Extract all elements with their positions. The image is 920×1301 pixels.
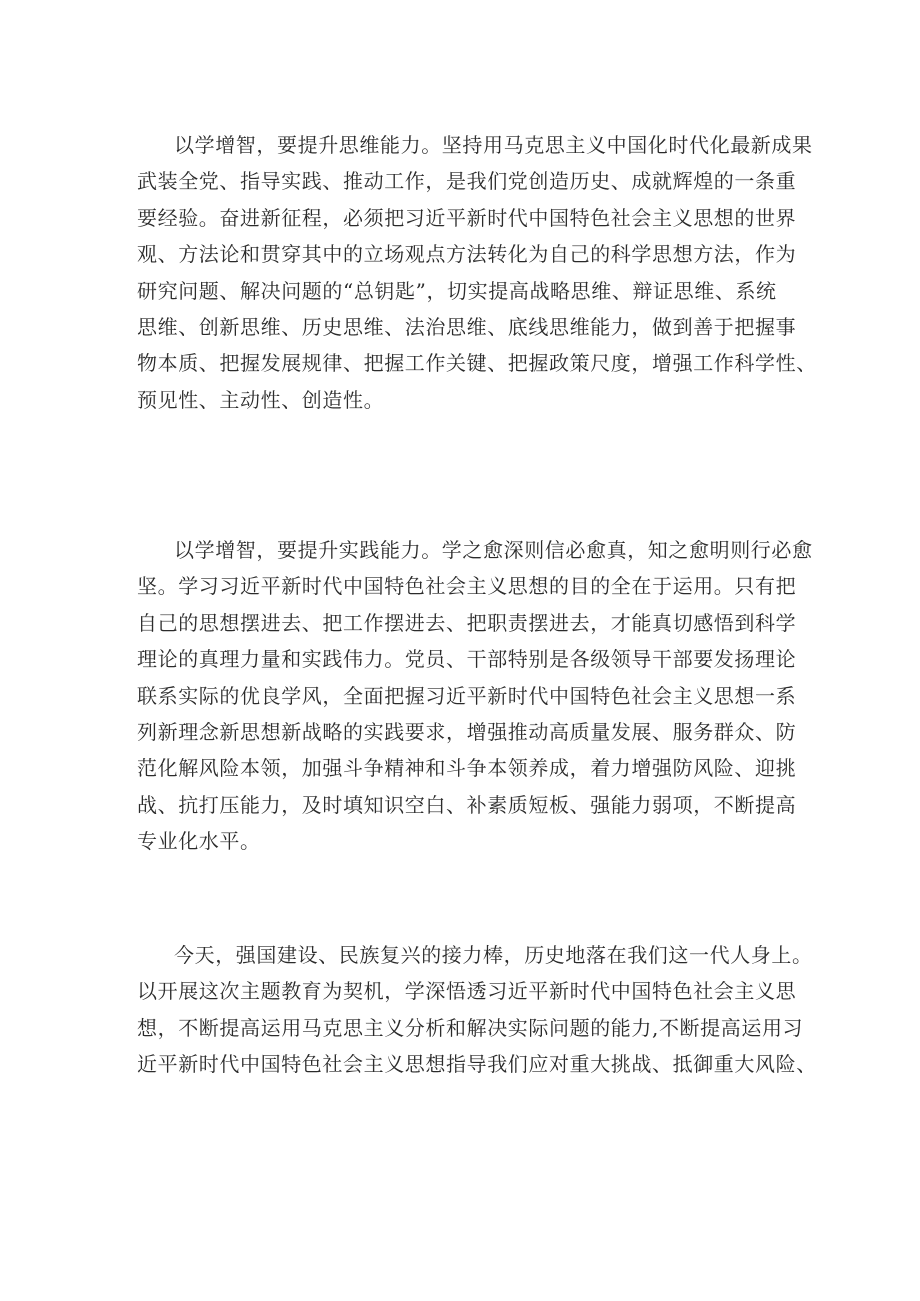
paragraph-line: 想，不断提高运用马克思主义分析和解决实际问题的能力,不断提高运用习 [137, 1015, 804, 1040]
paragraph-line: 研究问题、解决问题的“总钥匙”，切实提高战略思维、辩证思维、系统 [137, 278, 777, 303]
paragraph-line: 近平新时代中国特色社会主义思想指导我们应对重大挑战、抵御重大风险、 [137, 1052, 817, 1077]
paragraph-line: 思维、创新思维、历史思维、法治思维、底线思维能力，做到善于把握事 [137, 314, 797, 339]
paragraph-line: 理论的真理力量和实践伟力。党员、干部特别是各级领导干部要发扬理论 [137, 647, 797, 672]
paragraph-line: 以开展这次主题教育为契机，学深悟透习近平新时代中国特色社会主义思 [137, 979, 797, 1004]
paragraph-line: 范化解风险本领，加强斗争精神和斗争本领养成，着力增强防风险、迎挑 [137, 756, 797, 781]
paragraph-thinking-ability [137, 127, 817, 418]
paragraph-line: 列新理念新思想新战略的实践要求，增强推动高质量发展、服务群众、防 [137, 719, 797, 744]
paragraph-line: 预见性、主动性、创造性。 [137, 387, 385, 412]
paragraph-practice-ability [137, 532, 813, 860]
paragraph-line: 以学增智，要提升实践能力。学之愈深则信必愈真，知之愈明则行必愈 [174, 538, 813, 562]
paragraph-conclusion [137, 937, 817, 1083]
paragraph-line: 武装全党、指导实践、推动工作，是我们党创造历史、成就辉煌的一条重 [137, 169, 797, 194]
paragraph-line: 联系实际的优良学风，全面把握习近平新时代中国特色社会主义思想一系 [137, 683, 797, 708]
paragraph-line: 以学增智，要提升思维能力。坚持用马克思主义中国化时代化最新成果 [174, 133, 813, 157]
paragraph-line: 专业化水平。 [137, 829, 261, 854]
paragraph-line: 坚。学习习近平新时代中国特色社会主义思想的目的全在于运用。只有把 [137, 574, 797, 599]
paragraph-line: 今天，强国建设、民族复兴的接力棒，历史地落在我们这一代人身上。 [174, 943, 813, 967]
paragraph-line: 自己的思想摆进去、把工作摆进去、把职责摆进去，才能真切感悟到科学 [137, 610, 797, 635]
paragraph-line: 要经验。奋进新征程，必须把习近平新时代中国特色社会主义思想的世界 [137, 205, 797, 230]
paragraph-line: 观、方法论和贯穿其中的立场观点方法转化为自己的科学思想方法，作为 [137, 242, 797, 267]
paragraph-line: 物本质、把握发展规律、把握工作关键、把握政策尺度，增强工作科学性、 [137, 351, 817, 376]
paragraph-line: 战、抗打压能力，及时填知识空白、补素质短板、强能力弱项，不断提高 [137, 792, 797, 817]
